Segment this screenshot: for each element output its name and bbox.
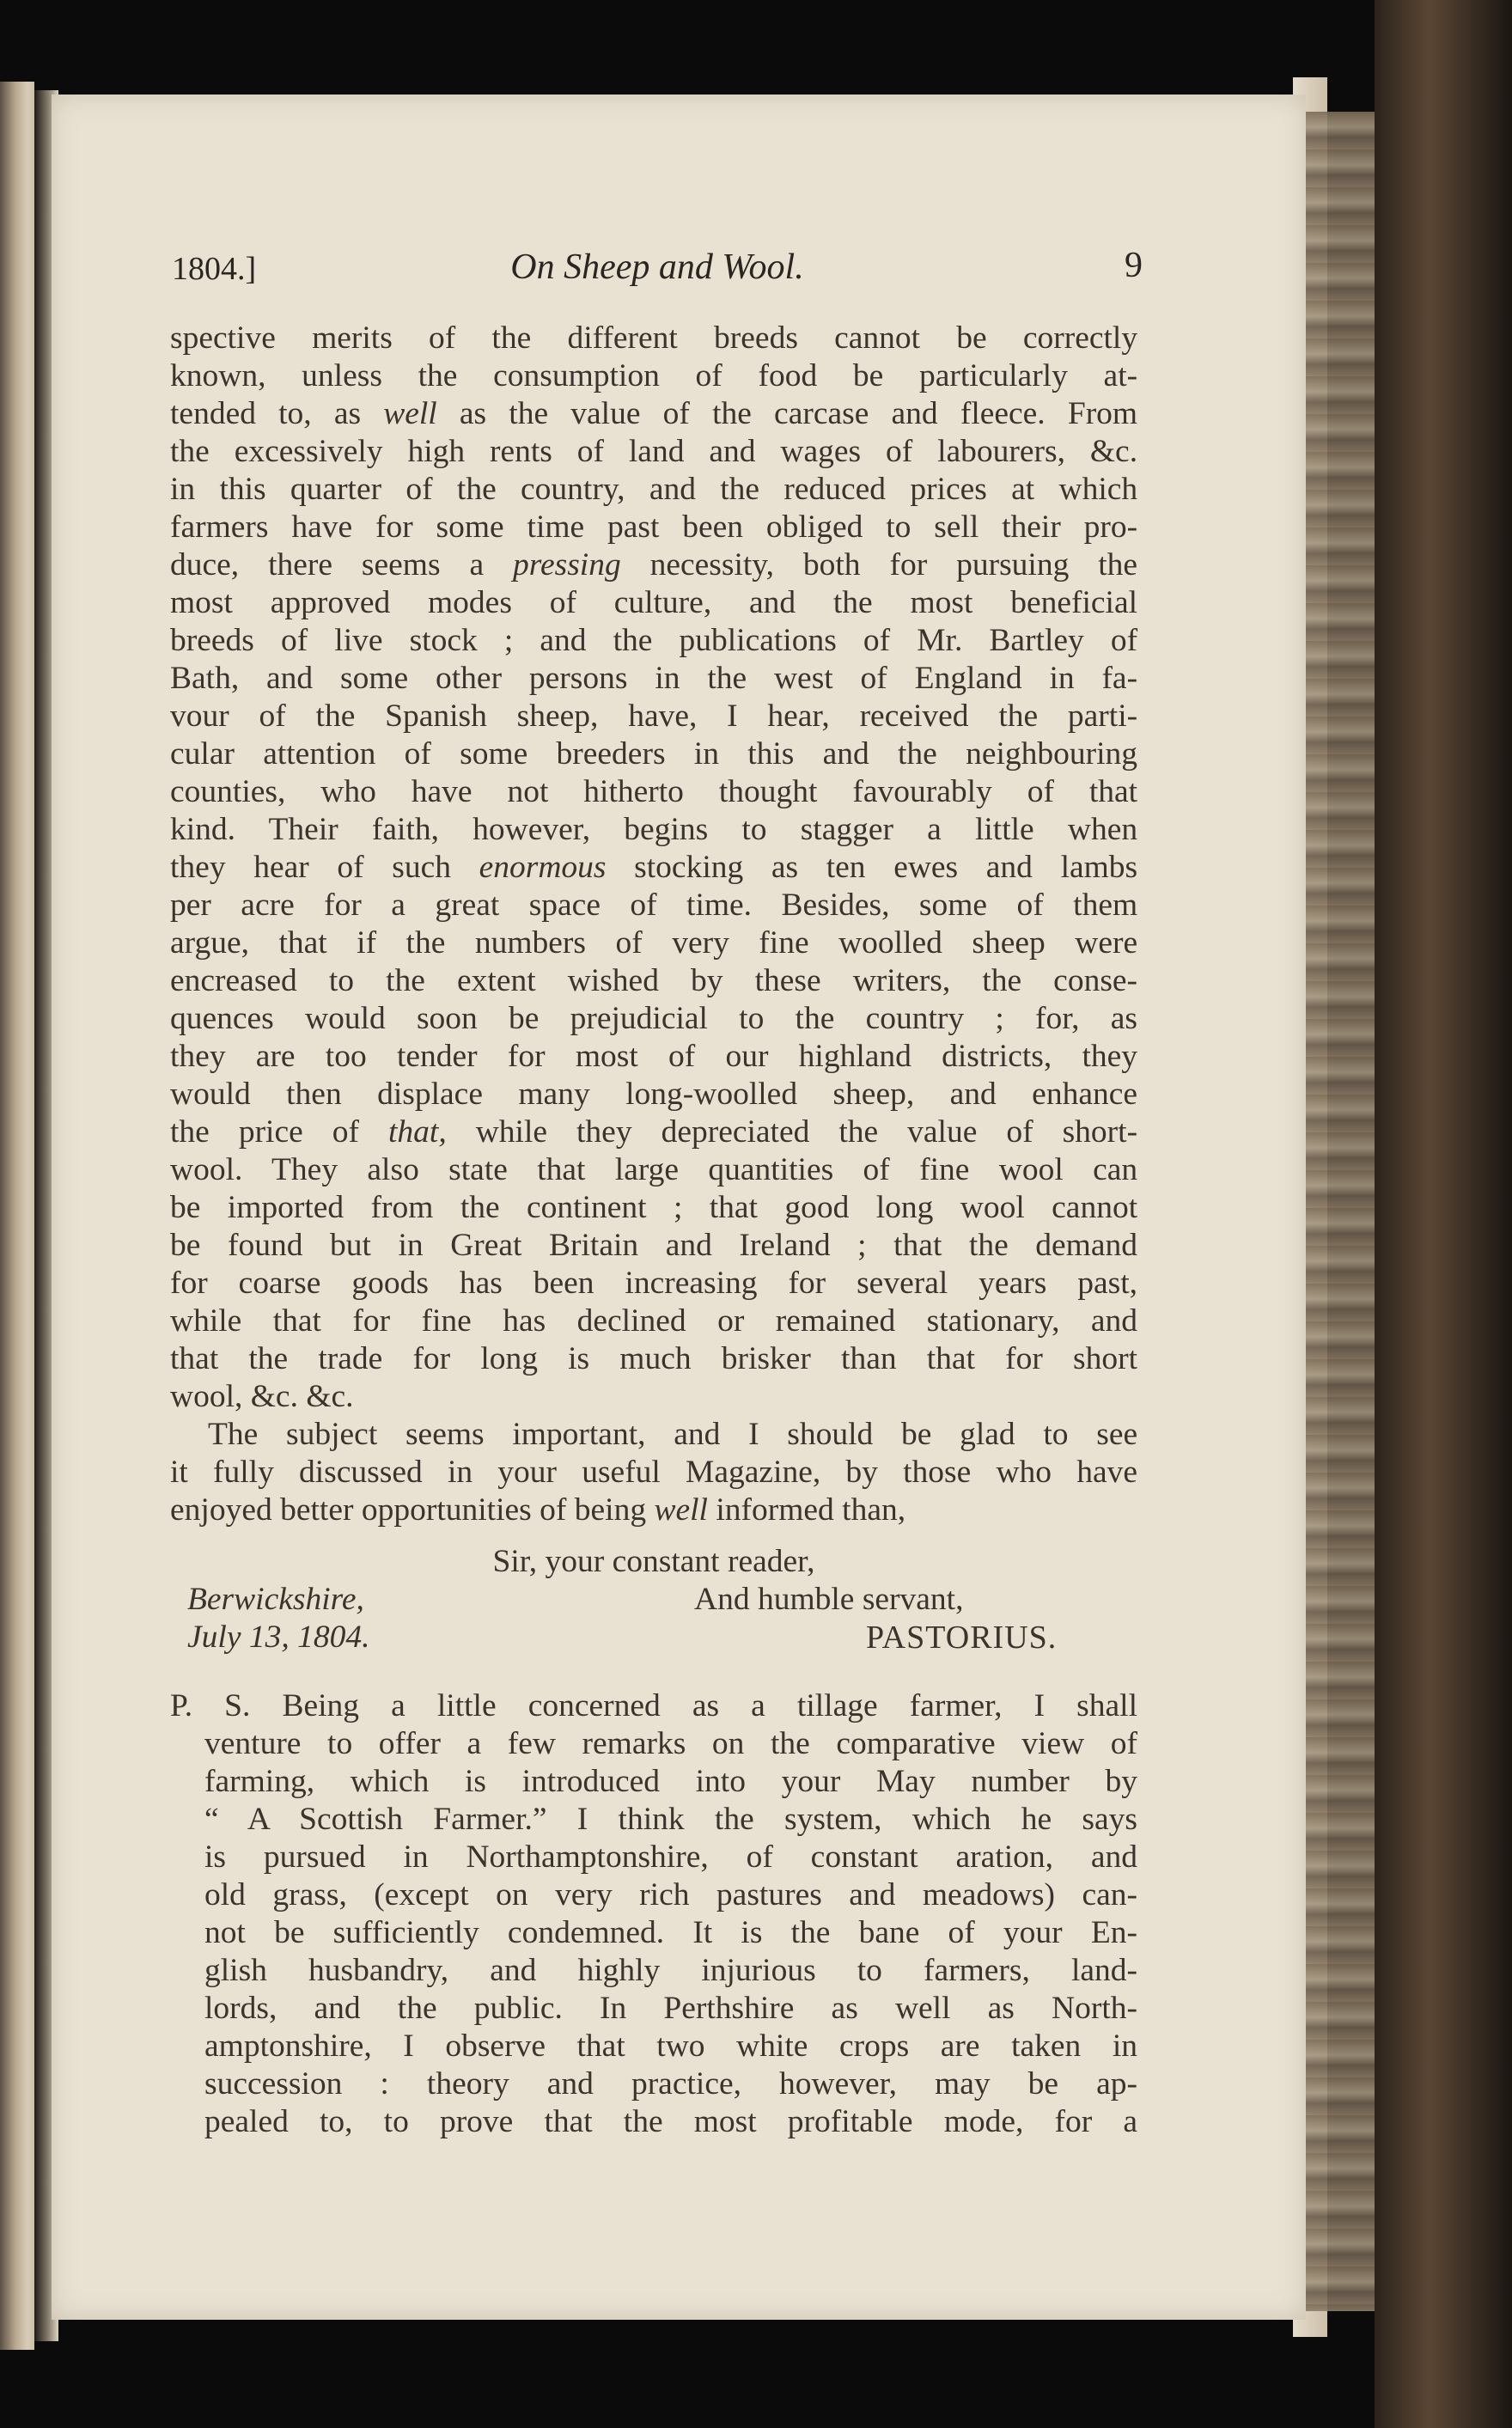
header-year: 1804.] [172, 251, 257, 287]
body-line: that the trade for long is much brisker than that for short [170, 1341, 1137, 1376]
body-line: per acre for a great space of time. Besides, some of them [170, 888, 1138, 923]
page-number: 9 [1125, 246, 1143, 285]
body-line: argue, that if the numbers of very fine woolled sheep were [170, 925, 1138, 961]
body-line: the price of that, while they depreciated the value of short- [170, 1114, 1138, 1150]
body-line: vour of the Spanish sheep, have, I hear, received the parti- [170, 699, 1138, 734]
postscript-line: old grass, (except on very rich pastures and meadows) can- [204, 1877, 1137, 1913]
postscript-line: P. S. Being a little concerned as a tillage farmer, I shall [170, 1688, 1137, 1723]
postscript-line: “ A Scottish Farmer.” I think the system, which he says [204, 1802, 1137, 1837]
facing-page-edge [0, 82, 34, 2350]
body-line: breeds of live stock ; and the publications of Mr. Bartley of [170, 623, 1138, 658]
body-line: they are too tender for most of our highland districts, they [170, 1039, 1138, 1074]
body-line: wool. They also state that large quantities of fine wool can [170, 1152, 1138, 1187]
date: July 13, 1804. [187, 1620, 370, 1655]
body-line: be imported from the continent ; that good long wool cannot [170, 1190, 1138, 1225]
letter-body [170, 320, 1137, 1529]
place: Berwickshire, [187, 1582, 364, 1617]
body-line: they hear of such enormous stocking as ten ewes and lambs [170, 850, 1138, 885]
body-line: in this quarter of the country, and the reduced prices at which [170, 472, 1138, 507]
body-line: enjoyed better opportunities of being well informed than, [170, 1492, 906, 1528]
body-line: duce, there seems a pressing necessity, both for pursuing the [170, 547, 1138, 583]
body-line: the excessively high rents of land and wages of labourers, &c. [170, 434, 1138, 469]
body-line: cular attention of some breeders in this and the neighbouring [170, 736, 1138, 772]
postscript-line: lords, and the public. In Perthshire as well as North- [204, 1991, 1137, 2026]
postscript-line: glish husbandry, and highly injurious to farmers, land- [204, 1953, 1137, 1988]
postscript-line: not be sufficiently condemned. It is the bane of your En- [204, 1915, 1137, 1950]
letter-signoff [170, 1543, 1137, 1656]
postscript-line: venture to offer a few remarks on the comparative view of [204, 1726, 1137, 1761]
signoff-row-2 [170, 1619, 1137, 1656]
header-title: On Sheep and Wool. [510, 247, 804, 287]
body-line: encreased to the extent wished by these writers, the conse- [170, 963, 1138, 998]
body-line: farmers have for some time past been obliged to sell their pro- [170, 509, 1138, 545]
body-line: while that for fine has declined or remained stationary, and [170, 1303, 1138, 1339]
body-line: tended to, as well as the value of the carcase and fleece. From [170, 396, 1138, 431]
body-line: kind. Their faith, however, begins to stagger a little when [170, 812, 1138, 847]
body-line: it fully discussed in your useful Magazine, by those who have [170, 1455, 1137, 1490]
body-line: quences would soon be prejudicial to the country ; for, as [170, 1001, 1138, 1036]
book-cover [1375, 0, 1512, 2428]
body-line: The subject seems important, and I should be glad to see [208, 1417, 1138, 1452]
postscript-line: farming, which is introduced into your May number by [204, 1764, 1137, 1799]
body-line: wool, &c. &c. [170, 1379, 354, 1414]
postscript-line: is pursued in Northamptonshire, of constant aration, and [204, 1839, 1137, 1875]
body-line: for coarse goods has been increasing for several years past, [170, 1266, 1137, 1301]
running-header [172, 243, 1143, 295]
closing: And humble servant, [694, 1582, 964, 1617]
postscript-line: succession : theory and practice, however, may be ap- [204, 2066, 1137, 2102]
postscript-line: pealed to, to prove that the most profitable mode, for a [204, 2104, 1137, 2139]
body-line: most approved modes of culture, and the most beneficial [170, 585, 1138, 620]
salutation: Sir, your constant reader, [492, 1544, 815, 1579]
body-line: be found but in Great Britain and Ireland ; that the demand [170, 1228, 1137, 1263]
body-line: known, unless the consumption of food be particularly at- [170, 358, 1138, 393]
body-line: counties, who have not hitherto thought favourably of that [170, 774, 1138, 809]
body-line: spective merits of the different breeds cannot be correctly [170, 320, 1138, 356]
body-line: would then displace many long-woolled sheep, and enhance [170, 1077, 1137, 1112]
body-line: Bath, and some other persons in the west of England in fa- [170, 661, 1138, 696]
signoff-row-1 [170, 1581, 1137, 1619]
postscript-line: amptonshire, I observe that two white crops are taken in [204, 2028, 1137, 2064]
signature: PASTORIUS. [866, 1620, 1058, 1656]
postscript [170, 1687, 1137, 2141]
